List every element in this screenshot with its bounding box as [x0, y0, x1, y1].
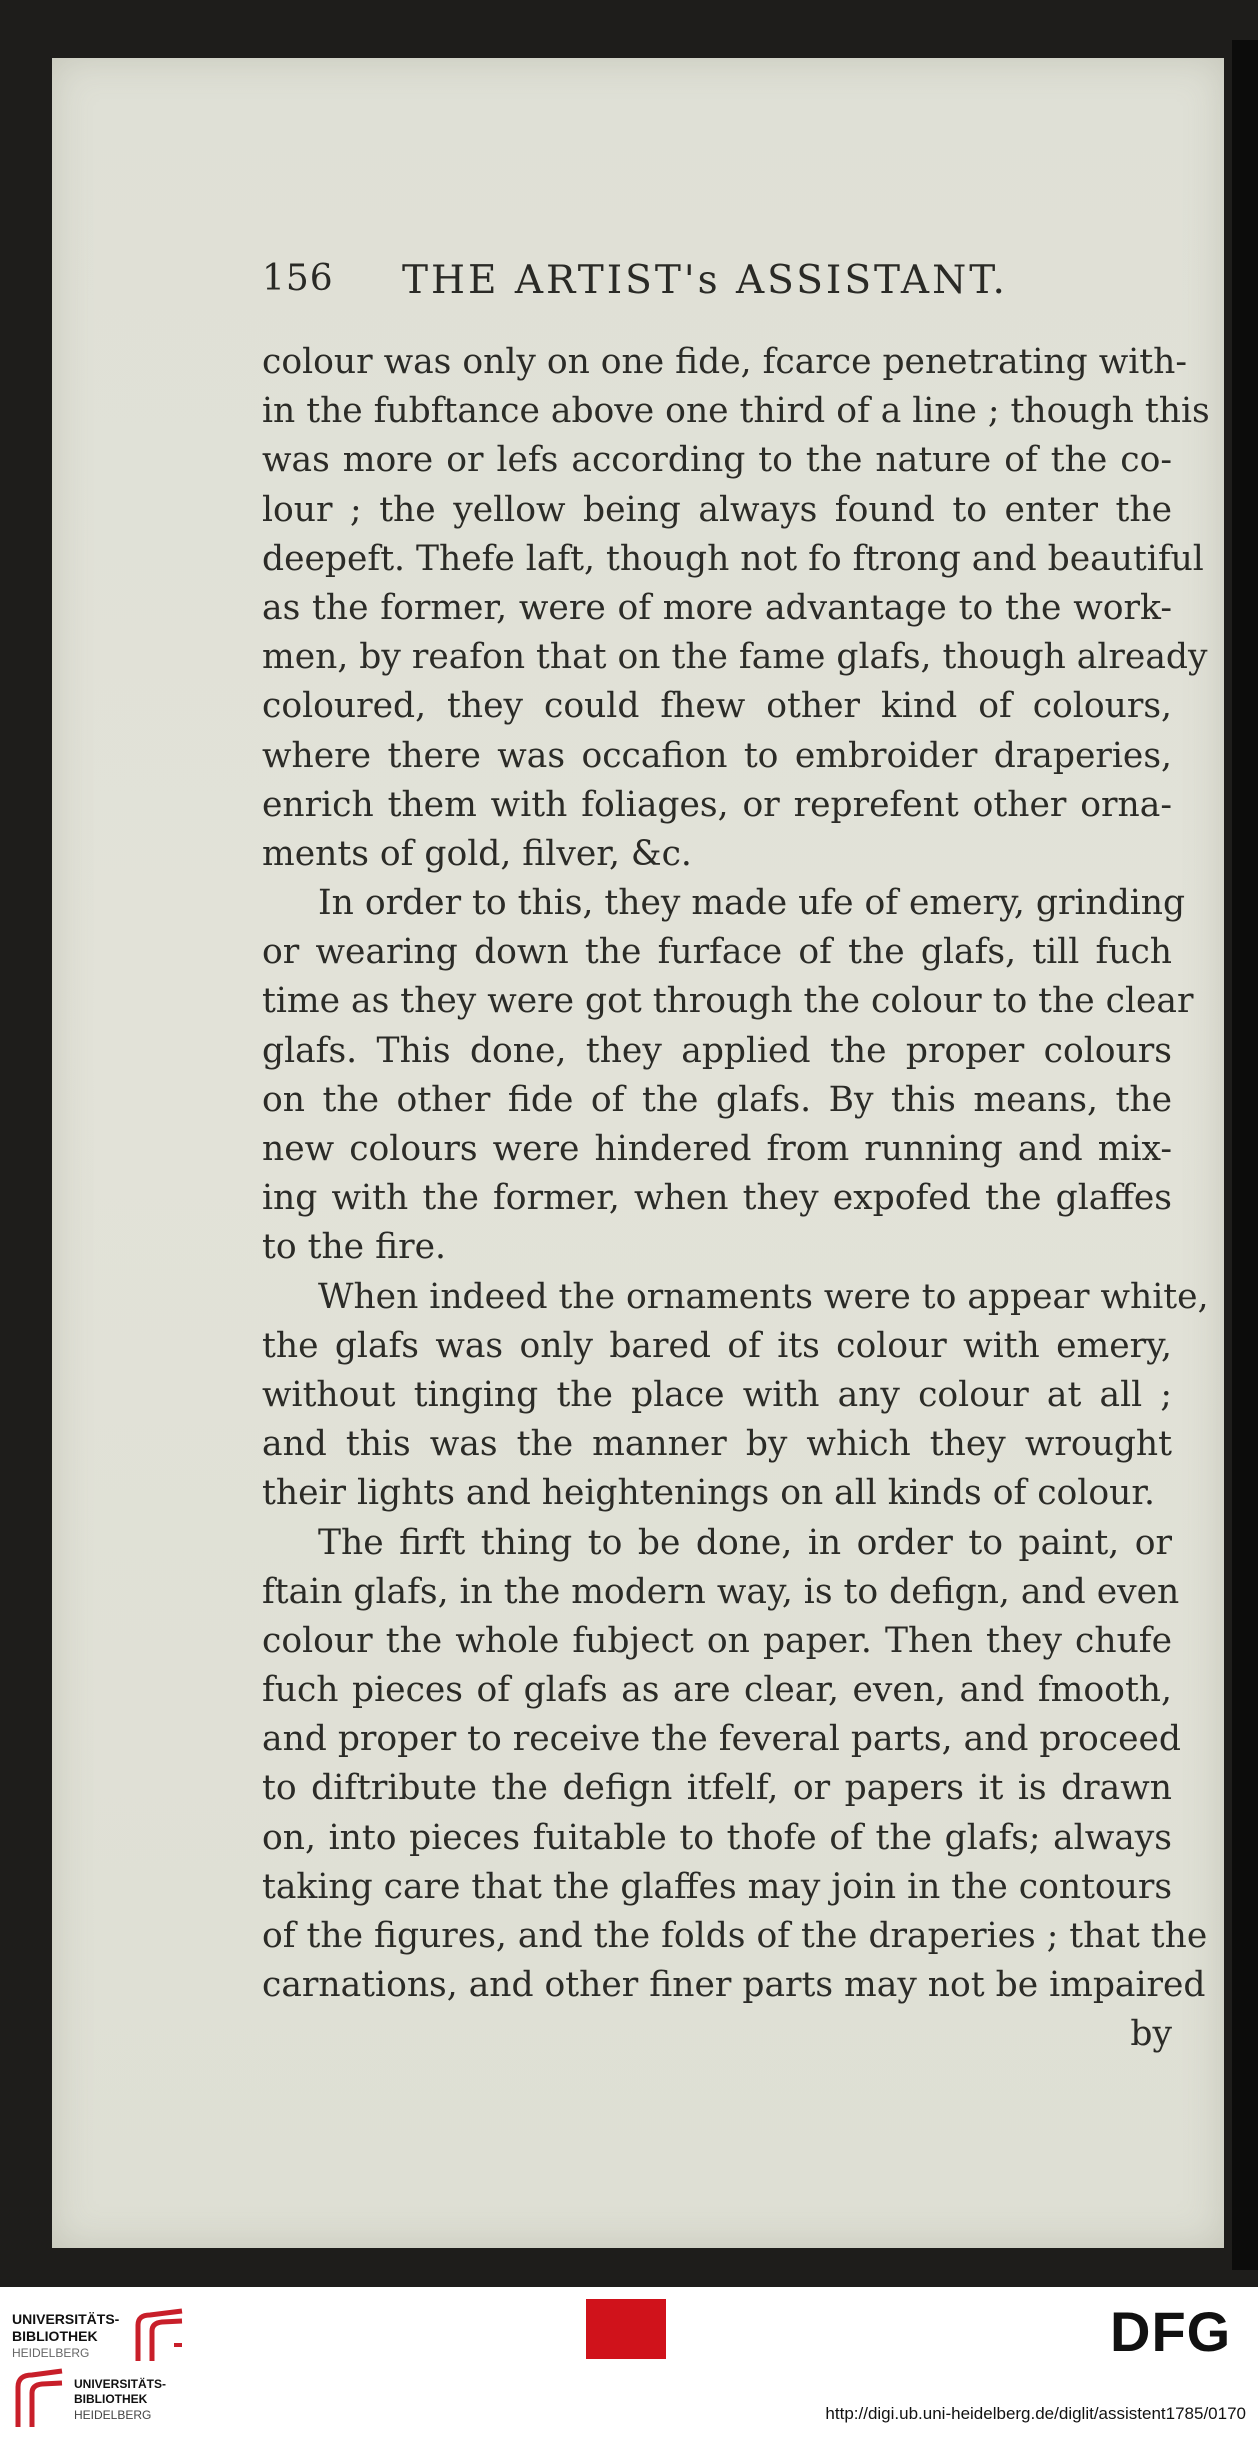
- text-line: where there was occafion to embroider draperies,: [262, 735, 1172, 776]
- text-line: and this was the manner by which they wrought: [262, 1424, 1172, 1465]
- page-number: 156: [262, 258, 334, 299]
- body-text: [262, 338, 1210, 2060]
- text-line: on, into pieces fuitable to thofe of the glafs; always: [262, 1817, 1172, 1858]
- text-line: coloured, they could fhew other kind of colours,: [262, 686, 1172, 727]
- footer: [0, 2287, 1258, 2441]
- dfg-logo[interactable]: DFG: [1110, 2300, 1232, 2363]
- text-line: to diftribute the defign itfelf, or papers it is drawn: [262, 1768, 1172, 1809]
- text-line: time as they were got through the colour to the clear: [262, 981, 1194, 1022]
- library-name: UNIVERSITÄTS- BIBLIOTHEK: [12, 2311, 120, 2344]
- text-line: as the former, were of more advantage to the work-: [262, 587, 1172, 628]
- text-line: carnations, and other finer parts may not be impaired: [262, 1965, 1206, 2006]
- text-line: The firft thing to be done, in order to paint, or: [318, 1522, 1172, 1563]
- text-line: and proper to receive the feveral parts, and proceed: [262, 1719, 1182, 1760]
- text-line: deepeft. Thefe laft, though not fo ftrong and beautiful: [262, 538, 1204, 579]
- running-title: THE ARTIST's ASSISTANT.: [402, 258, 1008, 303]
- text-line: glafs. This done, they applied the proper colours: [262, 1030, 1172, 1071]
- text-line: in the fubftance above one third of a line ; though this: [262, 391, 1210, 432]
- library-logo-small[interactable]: [12, 2365, 212, 2435]
- text-line: on the other fide of the glafs. By this means, the: [262, 1079, 1172, 1120]
- catchword: by: [1130, 2014, 1172, 2055]
- text-line: new colours were hindered from running and mix-: [262, 1129, 1172, 1169]
- library-city: HEIDELBERG: [12, 2346, 90, 2360]
- text-line: men, by reafon that on the fame glafs, though already: [262, 637, 1208, 678]
- scan-edge: [1232, 40, 1258, 2270]
- text-line: ments of gold, filver, &c.: [262, 833, 692, 874]
- text-line: ing with the former, when they expofed the glaffes: [262, 1178, 1172, 1219]
- library-name: UNIVERSITÄTS- BIBLIOTHEK: [74, 2377, 167, 2406]
- source-url-link[interactable]: http://digi.ub.uni-heidelberg.de/diglit/assistent1785/0170: [825, 2404, 1246, 2423]
- text-line: lour ; the yellow being always found to enter the: [262, 489, 1172, 530]
- text-line: enrich them with foliages, or reprefent other orna-: [262, 784, 1172, 825]
- text-line: When indeed the ornaments were to appear white,: [318, 1276, 1209, 1317]
- text-line: In order to this, they made ufe of emery, grinding: [318, 883, 1186, 924]
- page-header: [262, 258, 1182, 318]
- text-line: their lights and heightenings on all kinds of colour.: [262, 1473, 1155, 1514]
- library-mark-icon: [12, 2367, 68, 2429]
- text-line: of the figures, and the folds of the draperies ; that the: [262, 1916, 1208, 1956]
- text-line: colour the whole fubject on paper. Then they chufe: [262, 1620, 1172, 1661]
- text-line: to the fire.: [262, 1227, 446, 1268]
- library-logo[interactable]: [12, 2299, 182, 2359]
- library-mark-icon: [130, 2307, 190, 2363]
- text-line: fuch pieces of glafs as are clear, even, and fmooth,: [262, 1670, 1172, 1711]
- project-logo-icon[interactable]: [586, 2299, 666, 2359]
- text-line: was more or lefs according to the nature of the co-: [262, 440, 1172, 481]
- text-line: colour was only on one fide, fcarce penetrating with-: [262, 342, 1187, 382]
- library-city: HEIDELBERG: [74, 2408, 152, 2422]
- text-line: the glafs was only bared of its colour with emery,: [262, 1325, 1172, 1366]
- text-line: taking care that the glaffes may join in the contours: [262, 1866, 1173, 1907]
- text-line: ftain glafs, in the modern way, is to defign, and even: [262, 1571, 1180, 1612]
- text-line: or wearing down the furface of the glafs, till fuch: [262, 932, 1172, 973]
- text-line: without tinging the place with any colour at all ;: [262, 1374, 1172, 1415]
